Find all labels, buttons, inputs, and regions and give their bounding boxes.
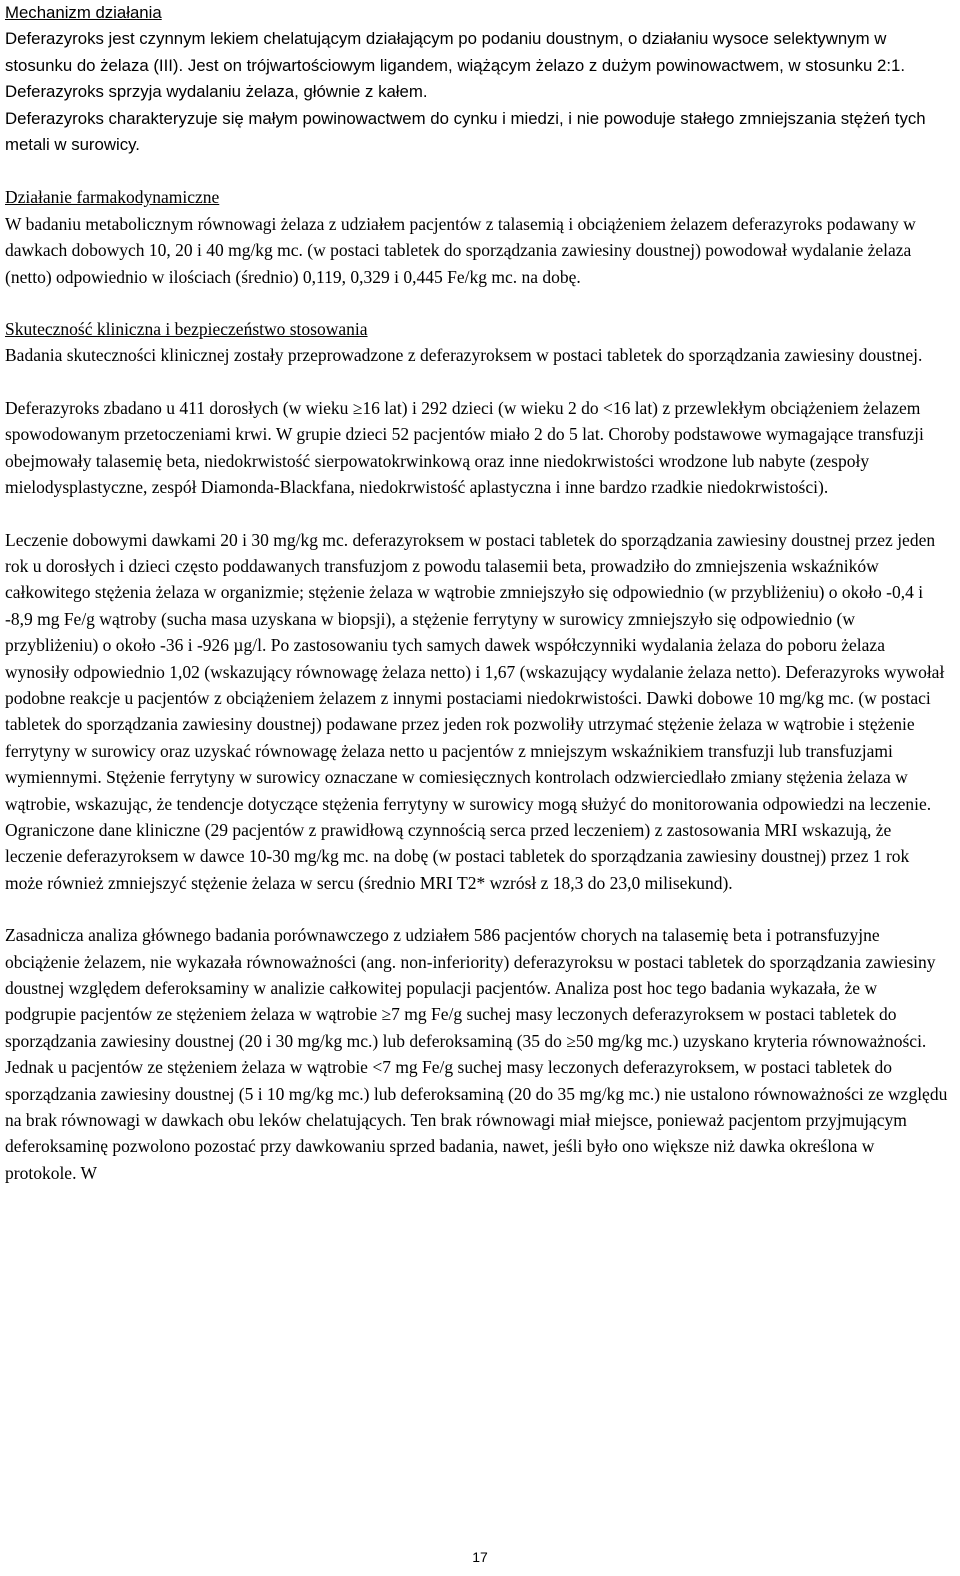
paragraph: Deferazyroks jest czynnym lekiem chelatującym działającym po podaniu doustnym, o działaniu wysoce selektywnym w stosunku do żelaza (III). Jest on trójwartościowym ligandem, wiążącym żelazo z dużym powinowactwem, w stosunku 2:1. Deferazyroks sprzyja wydalaniu żelaza, głównie z kałem. (5, 29, 906, 102)
paragraph: Deferazyroks charakteryzuje się małym powinowactwem do cynku i miedzi, i nie powoduje stałego zmniejszania stężeń tych metali w surowicy. (5, 108, 926, 155)
section-heading: Skuteczność kliniczna i bezpieczeństwo stosowania (5, 319, 368, 340)
section-heading: Działanie farmakodynamiczne (5, 187, 220, 208)
section-clinical-efficacy (5, 316, 950, 369)
paragraph: Badania skuteczności klinicznej zostały przeprowadzone z deferazyroksem w postaci tabletek do sporządzania zawiesiny doustnej. (5, 345, 923, 366)
paragraph: W badaniu metabolicznym równowagi żelaza z udziałem pacjentów z talasemią i obciążeniem żelazem deferazyroks podawany w dawkach dobowych 10, 20 i 40 mg/kg mc. (w postaci tabletek do sporządzania zawiesiny doustnej) powodował wydalanie żelaza (netto) odpowiednio w ilościach (średnio) 0,119, 0,329 i 0,445 Fe/kg mc. na dobę. (5, 213, 916, 287)
section-heading: Mechanizm działania (5, 3, 162, 22)
page-number: 17 (472, 1549, 488, 1565)
section-mechanism (5, 0, 950, 158)
document-page (5, 0, 950, 1186)
paragraph: Zasadnicza analiza głównego badania porównawczego z udziałem 586 pacjentów chorych na talasemię beta i potransfuzyjne obciążenie żelazem, nie wykazała równoważności (ang. non-inferiority) deferazyroksu w postaci tabletek do sporządzania zawiesiny doustnej względem deferoksaminy w analizie całkowitej populacji pacjentów. Analiza post hoc tego badania wykazała, że w podgrupie pacjentów ze stężeniem żelaza w wątrobie ≥7 mg Fe/g suchej masy leczonych deferazyroksem w postaci tabletek do sporządzania zawiesiny doustnej (20 i 30 mg/kg mc.) lub deferoksaminą (35 do ≥50 mg/kg mc.) uzyskano kryteria równoważności. Jednak u pacjentów ze stężeniem żelaza w wątrobie <7 mg Fe/g suchej masy leczonych deferazyroksem, w postaci tabletek do sporządzania zawiesiny doustnej (5 i 10 mg/kg mc.) lub deferoksaminą (20 do 35 mg/kg mc.) nie ustalono równoważności ze względu na brak równowagi w dawkach obu leków chelatujących. Ten brak równowagi miał miejsce, ponieważ pacjentom przyjmującym deferoksaminę pozwolono pozostać przy dawkowaniu sprzed badania, nawet, jeśli było ono większe niż dawka określona w protokole. W (5, 925, 948, 1183)
paragraph: Deferazyroks zbadano u 411 dorosłych (w wieku ≥16 lat) i 292 dzieci (w wieku 2 do <16 lat) z przewlekłym obciążeniem żelazem spowodowanym przetoczeniami krwi. W grupie dzieci 52 pacjentów miało 2 do 5 lat. Choroby podstawowe wymagające transfuzji obejmowały talasemię beta, niedokrwistość sierpowatokrwinkową oraz inne niedokrwistości wrodzone lub nabyte (zespoły mielodysplastyczne, zespół Diamonda-Blackfana, niedokrwistość aplastyczna i inne bardzo rzadkie niedokrwistości). (5, 397, 924, 498)
section-pharmacodynamics (5, 184, 950, 290)
paragraph: Leczenie dobowymi dawkami 20 i 30 mg/kg mc. deferazyroksem w postaci tabletek do sporządzania zawiesiny doustnej przez jeden rok u dorosłych i dzieci często poddawanych transfuzjom z powodu talasemii beta, prowadziło do zmniejszenia wskaźników całkowitego stężenia żelaza w organizmie; stężenie żelaza w wątrobie zmniejszyło się odpowiednio (w przybliżeniu) o około -0,4 i -8,9 mg Fe/g wątroby (sucha masa uzyskana w biopsji), a stężenie ferrytyny w surowicy zmniejszyło się odpowiednio (w przybliżeniu) o około -36 i -926 µg/l. Po zastosowaniu tych samych dawek współczynniki wydalania żelaza do poboru żelaza wynosiły odpowiednio 1,02 (wskazujący równowagę żelaza netto) i 1,67 (wskazujący wydalanie żelaza netto). Deferazyroks wywołał podobne reakcje u pacjentów z obciążeniem żelazem z innymi postaciami niedokrwistości. Dawki dobowe 10 mg/kg mc. (w postaci tabletek do sporządzania zawiesiny doustnej) podawane przez jeden rok pozwoliły utrzymać stężenie żelaza w wątrobie i stężenie ferrytyny w surowicy oraz uzyskać równowagę żelaza netto u pacjentów z mniejszym wskaźnikiem transfuzji lub transfuzjami wymiennymi. Stężenie ferrytyny w surowicy oznaczane w comiesięcznych kontrolach odzwierciedlało zmiany stężenia żelaza w wątrobie, wskazując, że tendencje dotyczące stężenia ferrytyny w surowicy mogą służyć do monitorowania odpowiedzi na leczenie. Ograniczone dane kliniczne (29 pacjentów z prawidłową czynnością serca przed leczeniem) z zastosowania MRI wskazują, że leczenie deferazyroksem w dawce 10-30 mg/kg mc. na dobę (w postaci tabletek do sporządzania zawiesiny doustnej) przez 1 rok może również zmniejszyć stężenie żelaza w sercu (średnio MRI T2* wzrósł z 18,3 do 23,0 milisekund). (5, 529, 945, 893)
